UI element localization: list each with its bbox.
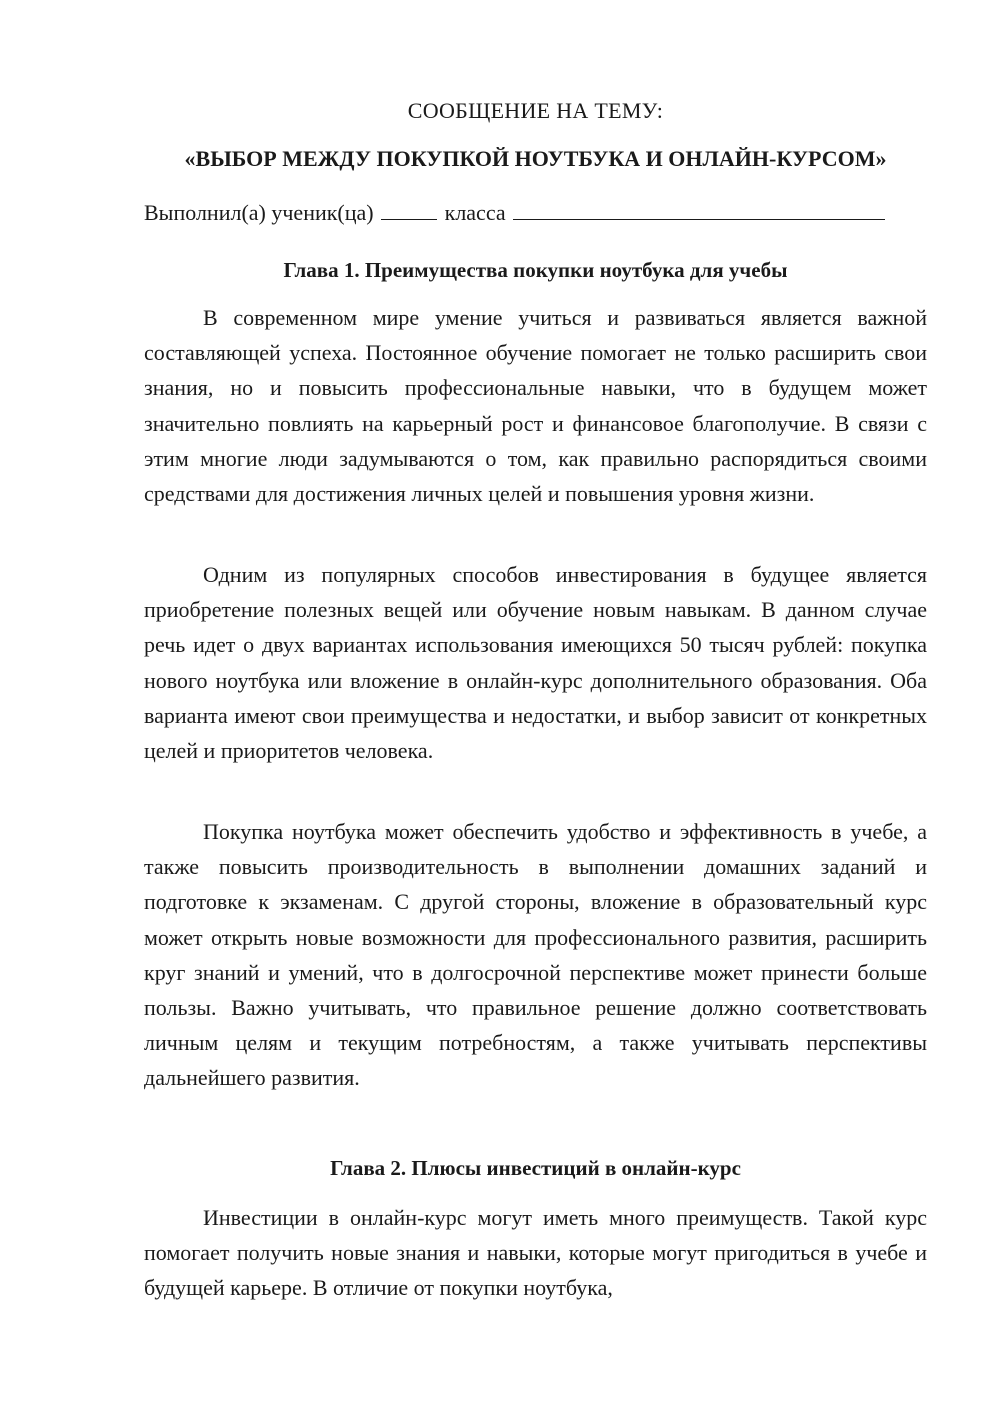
class-number-blank [381, 199, 437, 220]
document-title-label: СООБЩЕНИЕ НА ТЕМУ: [407, 98, 664, 123]
document-title: «ВЫБОР МЕЖДУ ПОКУПКОЙ НОУТБУКА И ОНЛАЙН-КУРСОМ» [184, 146, 887, 171]
chapter-2-heading: Глава 2. Плюсы инвестиций в онлайн-курс [330, 1156, 741, 1180]
author-line [144, 199, 927, 227]
chapter-1-paragraph-2: Одним из популярных способов инвестирования в будущее является приобретение полезных вещей или обучение новым навыкам. В данном случае речь идет о двух вариантах использования имеющихся 50 тысяч рублей: покупка нового ноутбука или вложение в онлайн-курс дополнительного образования. Оба варианта имеют свои преимущества и недостатки, и выбор зависит от конкретных целей и приоритетов человека. [144, 562, 927, 764]
class-letter-blank [513, 199, 885, 220]
author-prefix: Выполнил(а) ученик(ца) [144, 200, 374, 225]
chapter-1-paragraph-3: Покупка ноутбука может обеспечить удобство и эффективность в учебе, а также повысить производительность в выполнении домашних заданий и подготовке к экзаменам. С другой стороны, вложение в образовательный курс может открыть новые возможности для профессионального развития, расширить круг знаний и умений, что в долгосрочной перспективе может принести больше пользы. Важно учитывать, что правильное решение должно соответствовать личным целям и текущим потребностям, а также учитывать перспективы дальнейшего развития. [144, 819, 927, 1091]
chapter-1-heading: Глава 1. Преимущества покупки ноутбука для учебы [283, 258, 788, 282]
author-class-word: класса [444, 200, 506, 225]
chapter-1-paragraph-1: В современном мире умение учиться и развиваться является важной составляющей успеха. Постоянное обучение помогает не только расширить свои знания, но и повысить профессиональные навыки, что в будущем может значительно повлиять на карьерный рост и финансовое благополучие. В связи с этим многие люди задумываются о том, как правильно распорядиться своими средствами для достижения личных целей и повышения уровня жизни. [144, 305, 927, 507]
chapter-2-paragraph-1: Инвестиции в онлайн-курс могут иметь много преимуществ. Такой курс помогает получить новые знания и навыки, которые могут пригодиться в учебе и будущей карьере. В отличие от покупки ноутбука, [144, 1205, 927, 1301]
